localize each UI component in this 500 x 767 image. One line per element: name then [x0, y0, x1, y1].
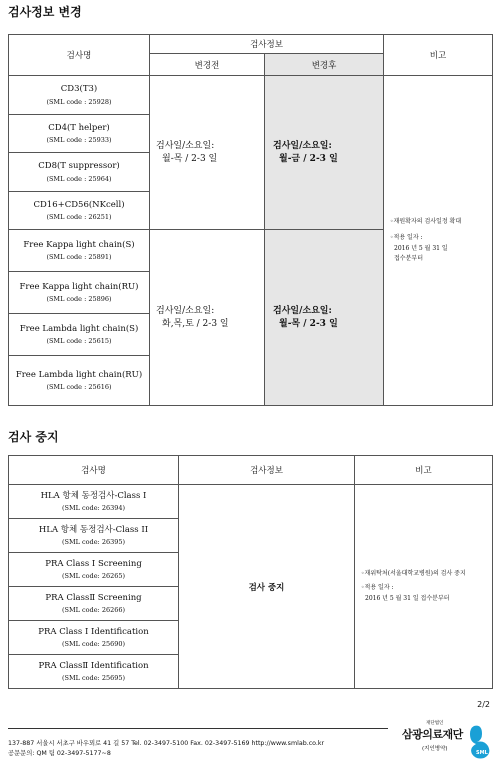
logo-english: (지인병약) — [422, 746, 448, 752]
svg-text:SML: SML — [476, 750, 488, 756]
table-row: PRA ClassⅡ Identification (SML code: 25695) — [9, 655, 179, 689]
header-remark: 비고 — [355, 456, 493, 485]
table-row: HLA 항체 동정검사-Class I (SML code: 26394) — [9, 485, 179, 519]
header-after: 변경후 — [265, 54, 384, 76]
logo-name: 삼광의료재단 — [402, 728, 463, 741]
header-before: 변경전 — [150, 54, 265, 76]
footer-address: 137-887 서울시 서초구 바우뫼로 41 길 57 Tel. 02-3497-5100 Fax. 02-3497-5169 http://www.smlab.co.kr — [8, 740, 325, 747]
logo-subtitle: 재단법인 — [426, 721, 444, 726]
table-row: PRA Class I Identification (SML code: 25690) — [9, 621, 179, 655]
header-test-name: 검사명 — [9, 456, 179, 485]
stop-info: 검사 중지 — [179, 485, 355, 689]
table-row: CD16+CD56(NKcell) (SML code : 26251) — [9, 192, 150, 230]
after-info-group1: 검사일/소요일: 월-금 / 2-3 일 — [265, 76, 384, 230]
header-test-info: 검사정보 — [150, 35, 384, 54]
table-row: CD8(T suppressor) (SML code : 25964) — [9, 153, 150, 192]
header-test-name: 검사명 — [9, 35, 150, 76]
stop-table — [8, 455, 493, 689]
table-row: CD3(T3) (SML code : 25928) — [9, 76, 150, 115]
after-info-group2: 검사일/소요일: 월-목 / 2-3 일 — [265, 230, 384, 406]
footer-contact: 공문문의: QM 팀 02-3497-5177~8 — [8, 750, 111, 757]
table-row: Free Kappa light chain(S) (SML code : 25891) — [9, 230, 150, 272]
table-row: PRA ClassⅡ Screening (SML code: 26266) — [9, 587, 179, 621]
change-table — [8, 34, 493, 406]
table-row: PRA Class I Screening (SML code: 26265) — [9, 553, 179, 587]
header-remark: 비고 — [384, 35, 493, 76]
table-row: Free Lambda light chain(RU) (SML code : 25616) — [9, 356, 150, 406]
footer-divider — [8, 728, 388, 729]
table-row: Free Lambda light chain(S) (SML code : 25615) — [9, 314, 150, 356]
table-row: HLA 항체 동정검사-Class II (SML code: 26395) — [9, 519, 179, 553]
header-test-info: 검사정보 — [179, 456, 355, 485]
before-info-group1: 검사일/소요일: 월-목 / 2-3 일 — [150, 76, 265, 230]
sml-logo-icon — [468, 724, 494, 760]
section-title-change: 검사정보 변경 — [8, 5, 82, 19]
page-number: 2/2 — [477, 700, 490, 709]
sml-logo — [402, 720, 494, 762]
section-title-stop: 검사 중지 — [8, 430, 59, 444]
table-row: Free Kappa light chain(RU) (SML code : 25896) — [9, 272, 150, 314]
stop-remark-note: ◦재위탁처(서울대학교병원)의 검사 중지 ◦적용 일자 : 2016 년 5 월 31 일 접수분부터 — [355, 485, 493, 689]
remark-note: ◦재원확자의 검사일정 확대 ◦적용 일자 : 2016 년 5 월 31 일 접수분부터 — [384, 76, 493, 406]
before-info-group2: 검사일/소요일: 화,목,토 / 2-3 일 — [150, 230, 265, 406]
table-row: CD4(T helper) (SML code : 25933) — [9, 115, 150, 153]
